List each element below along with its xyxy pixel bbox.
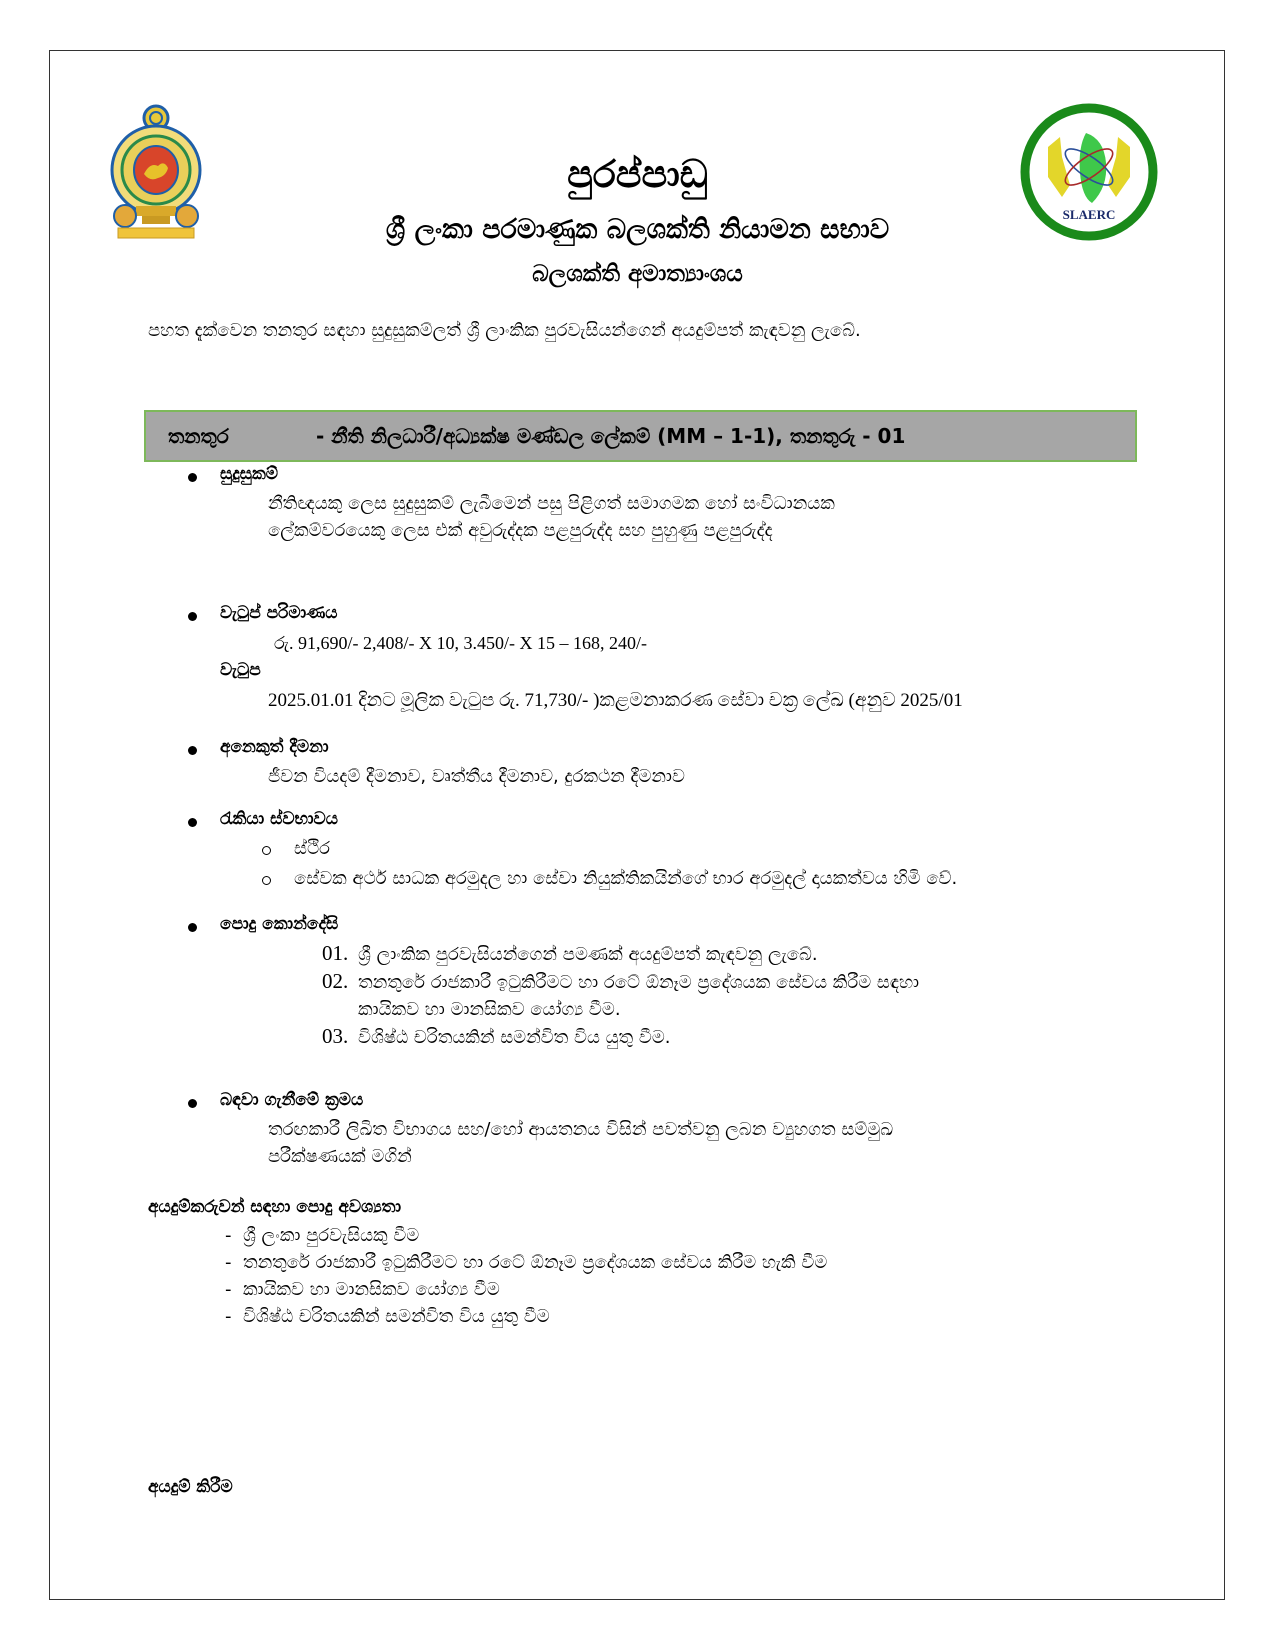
qualifications-line-1: නීතිඥයකු ලෙස සුදුසුකම් ලැබීමෙන් පසු පිළිගත් සමාගමක හෝ සංවිධානයක xyxy=(268,493,835,514)
organization-name: ශ්‍රී ලංකා පරමාණුක බලශක්ති නියාමන සභාව xyxy=(385,214,890,245)
post-title-bar xyxy=(144,410,1137,462)
recruitment-method-heading: බඳවා ගැනීමේ ක්‍රමය xyxy=(220,1090,364,1110)
bullet-icon xyxy=(188,1099,197,1108)
slaerc-logo-text: SLAERC xyxy=(1062,207,1116,222)
requirement-text: තනතුරේ රාජකාරී ඉටුකිරීමට හා රටේ ඕනෑම ප්‍රදේශයක සේවය කිරීම හැකි වීම xyxy=(242,1252,828,1273)
requirement-text: ශ්‍රී ලංකා පුරවැසියකු වීම xyxy=(242,1225,420,1246)
qualifications-heading: සුදුසුකම් xyxy=(220,464,279,484)
requirement-item: - විශිෂ්ඨ චරිතයකින් සමන්විත විය යුතු වීම xyxy=(225,1306,550,1327)
intro-text: පහත දැක්වෙන තනතුර සඳහා සුදුසුකම්ලත් ශ්‍රී ලාංකික පුරවැසියන්ගෙන් අයදුම්පත් කැඳවනු ලැබේ. xyxy=(148,320,861,341)
recruitment-method-line-2: පරීක්ෂණයක් මගින් xyxy=(268,1146,412,1167)
requirement-text: විශිෂ්ඨ චරිතයකින් සමන්විත විය යුතු වීම xyxy=(242,1306,550,1327)
job-nature-item: සේවක අර්ථ සාධක අරමුදල හා සේවා නියුක්තිකයින්ගේ භාර අරමුදල් දායකත්වය හිමි වේ. xyxy=(294,868,958,889)
requirement-item: - කායිකව හා මානසිකව යෝග්‍ය වීම xyxy=(225,1279,500,1300)
circle-bullet-icon xyxy=(262,876,271,885)
bullet-icon xyxy=(188,923,197,932)
ministry-name: බලශක්ති අමාත්‍යාංශය xyxy=(532,261,743,287)
general-conditions-heading: පොදු කොන්දේසි xyxy=(220,914,339,934)
page-title: පුරප්පාඩු xyxy=(567,152,708,196)
condition-number: 02. xyxy=(322,969,349,993)
recruitment-method-line-1: තරඟකාරී ලිඛිත විභාගය සහ/හෝ ආයතනය විසින් පවත්වනු ලබන ව්‍යුහගත සම්මුඛ xyxy=(268,1119,894,1140)
bullet-icon xyxy=(188,746,197,755)
condition-text: විශිෂ්ඨ චරිතයකින් සමන්විත විය යුතු වීම. xyxy=(358,1027,671,1048)
job-nature-heading: රැකියා ස්වභාවය xyxy=(220,809,338,829)
job-nature-item: ස්ථිර xyxy=(294,838,330,859)
requirement-item: - ශ්‍රී ලංකා පුරවැසියකු වීම xyxy=(225,1225,420,1246)
salary-heading: වැටුප xyxy=(220,660,261,680)
condition-number: 03. xyxy=(322,1024,349,1048)
requirement-item: - තනතුරේ රාජකාරී ඉටුකිරීමට හා රටේ ඕනෑම ප්‍රදේශයක සේවය කිරීම හැකි වීම xyxy=(225,1252,828,1273)
salary-scale-heading: වැටුප් පරිමාණය xyxy=(220,603,338,623)
post-value: - නීති නිලධාරී/අධ්‍යක්ෂ මණ්ඩල ලේකම් (MM – 1-1), තනතුරු - 01 xyxy=(316,424,906,448)
condition-text: තනතුරේ රාජකාරී ඉටුකිරීමට හා රටේ ඕනෑම ප්‍රදේශයක සේවය කිරීම සඳහා xyxy=(358,972,920,993)
other-allowances-heading: අනෙකුත් දීමනා xyxy=(220,737,329,757)
other-allowances-value: ජීවන වියදම් දීමනාව, වෘත්තීය දීමනාව, දුරකථන දීමනාව xyxy=(268,766,685,787)
circle-bullet-icon xyxy=(262,846,271,855)
condition-number: 01. xyxy=(322,941,349,965)
general-requirements-heading: අයදුම්කරුවන් සඳහා පොදු අවශ්‍යතා xyxy=(148,1197,402,1217)
condition-text-continued: කායිකව හා මානසිකව යෝග්‍ය වීම. xyxy=(358,999,621,1020)
bullet-icon xyxy=(188,473,197,482)
salary-value: 2025.01.01 දිනට මූලික වැටුප රු. 71,730/- )කළමනාකරණ සේවා චක්‍ර ලේඛ (අනුව 2025/01 xyxy=(268,690,963,711)
apply-heading: අයදුම් කිරීම xyxy=(148,1477,233,1497)
post-label: තනතුර xyxy=(168,424,229,448)
requirement-text: කායිකව හා මානසිකව යෝග්‍ය වීම xyxy=(242,1279,500,1300)
bullet-icon xyxy=(188,612,197,621)
qualifications-line-2: ලේකම්වරයෙකු ලෙස එක් අවුරුද්දක පළපුරුද්ද සහ පුහුණු පළපුරුද්ද xyxy=(268,520,773,541)
bullet-icon xyxy=(188,818,197,827)
condition-text: ශ්‍රී ලාංකික පුරවැසියන්ගෙන් පමණක් අයදුම්පත් කැඳවනු ලැබේ. xyxy=(358,944,818,965)
salary-scale-value: රු. 91,690/- 2,408/- X 10, 3.450/- X 15 – 168, 240/- xyxy=(274,633,648,653)
